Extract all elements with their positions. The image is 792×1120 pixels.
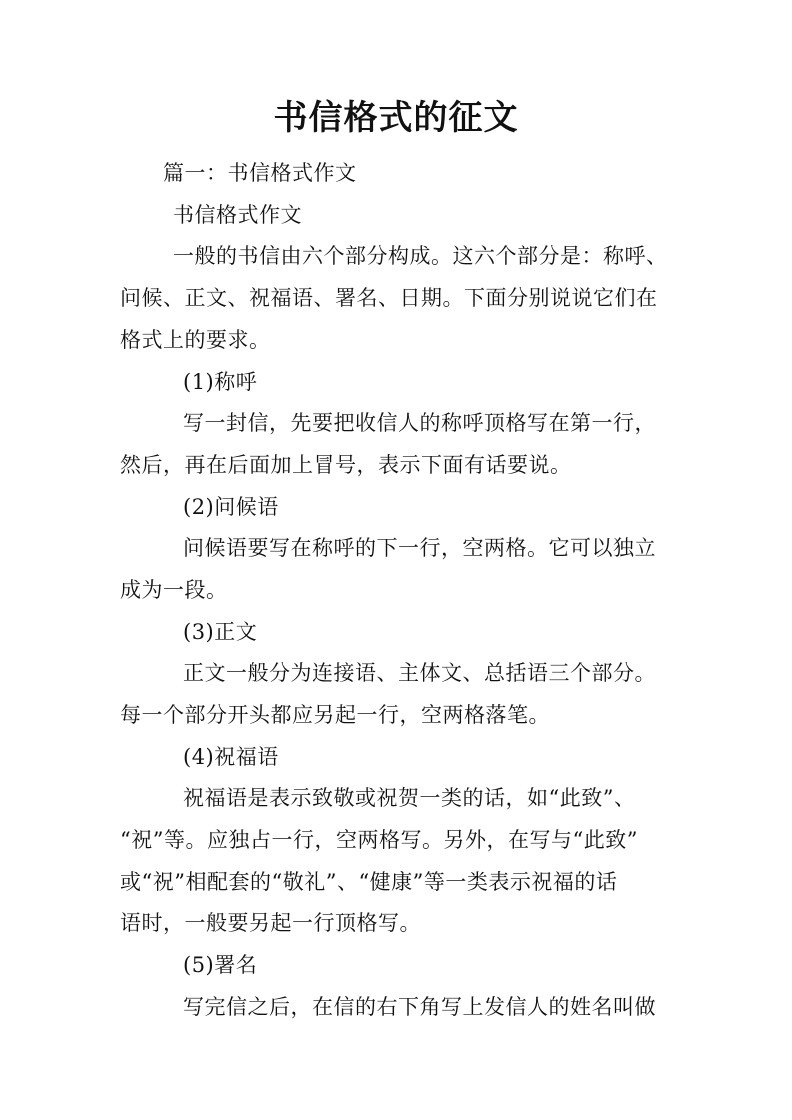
item-heading: (5)署名 (183, 953, 258, 977)
paragraph-line: 每一个部分开头都应另起一行，空两格落笔。 (120, 703, 550, 727)
paragraph-line: 写完信之后，在信的右下角写上发信人的姓名叫做 (183, 995, 656, 1019)
paragraph-line: 问候、正文、祝福语、署名、日期。下面分别说说它们在 (120, 286, 658, 310)
section-heading: 篇一：书信格式作文 (163, 161, 357, 185)
paragraph-line: 格式上的要求。 (120, 328, 271, 352)
paragraph-line: 语时，一般要另起一行顶格写。 (120, 911, 421, 935)
paragraph-line: 祝福语是表示致敬或祝贺一类的话，如“此致”、 (183, 786, 636, 810)
subsection-heading: 书信格式作文 (173, 203, 302, 227)
document-title: 书信格式的征文 (273, 98, 519, 138)
item-heading: (3)正文 (183, 620, 258, 644)
paragraph-line: 或“祝”相配套的“敬礼”、“健康”等一类表示祝福的话 (120, 870, 618, 894)
paragraph-line: 写一封信，先要把收信人的称呼顶格写在第一行， (183, 411, 656, 435)
paragraph-line: “祝”等。应独占一行，空两格写。另外，在写与“此致” (120, 828, 638, 852)
paragraph-line: 正文一般分为连接语、主体文、总括语三个部分。 (183, 661, 656, 685)
paragraph-line: 成为一段。 (120, 578, 228, 602)
paragraph-line: 然后，再在后面加上冒号，表示下面有话要说。 (120, 453, 572, 477)
paragraph-line: 问候语要写在称呼的下一行，空两格。它可以独立 (183, 536, 656, 560)
item-heading: (4)祝福语 (183, 745, 279, 769)
item-heading: (1)称呼 (183, 370, 258, 394)
item-heading: (2)问候语 (183, 495, 279, 519)
paragraph-line: 一般的书信由六个部分构成。这六个部分是：称呼、 (173, 244, 668, 268)
